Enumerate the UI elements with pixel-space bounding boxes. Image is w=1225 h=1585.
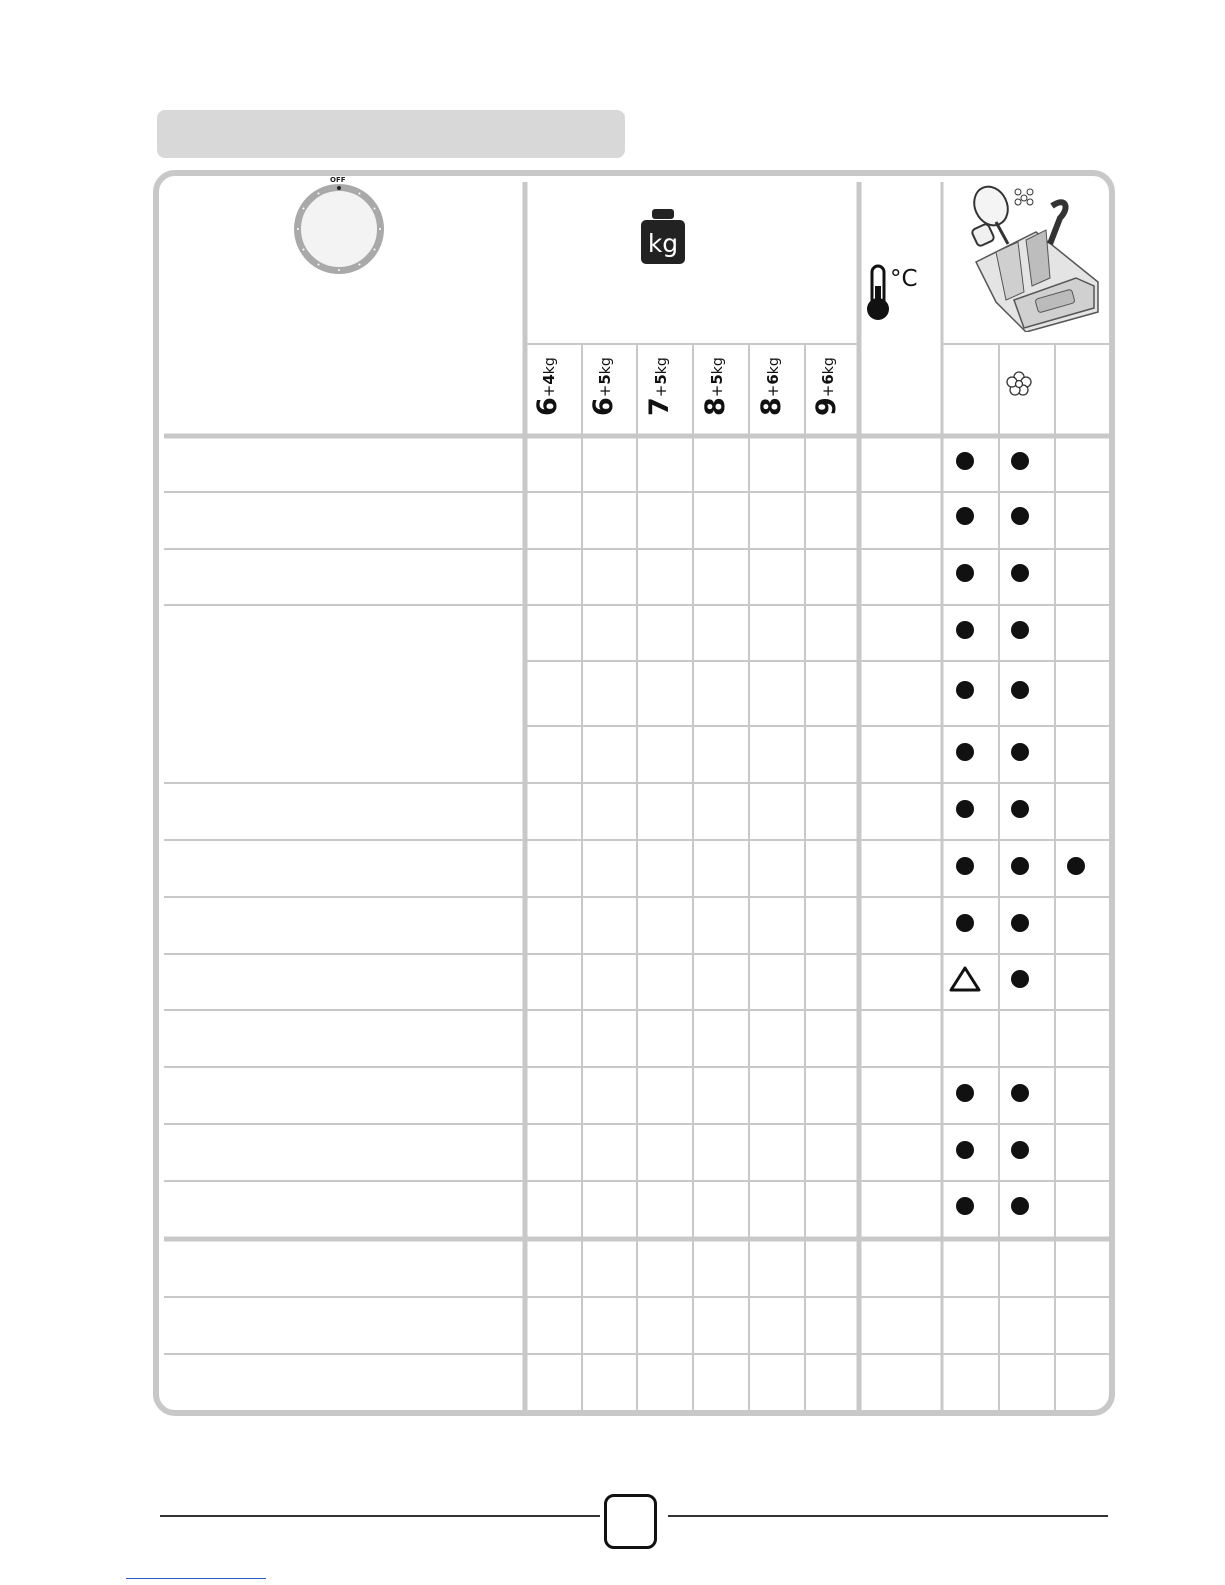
load-unit: kg (766, 357, 782, 375)
load-main-kg: 6 (532, 397, 563, 416)
compartment-dot-icon (1011, 914, 1029, 932)
load-extra-kg: 6 (764, 374, 782, 385)
footer-link-underline (126, 1578, 266, 1579)
load-plus: + (708, 384, 726, 398)
load-main-kg: 7 (644, 397, 675, 416)
compartment-dot-icon (956, 681, 974, 699)
compartment-dot-icon (956, 621, 974, 639)
compartment-dot-icon (1011, 621, 1029, 639)
compartment-dot-icon (956, 800, 974, 818)
load-plus: + (819, 384, 837, 398)
load-main-kg: 8 (756, 397, 787, 416)
page-number-box (604, 1494, 657, 1549)
compartment-dot-icon (1011, 1141, 1029, 1159)
section-title-bar (157, 110, 625, 158)
load-unit: kg (654, 357, 670, 375)
load-extra-kg: 5 (652, 374, 670, 385)
compartment-dot-icon (1011, 452, 1029, 470)
load-extra-kg: 5 (596, 374, 614, 385)
programme-table (153, 170, 1115, 1416)
compartment-dot-icon (956, 1197, 974, 1215)
compartment-dot-icon (1011, 800, 1029, 818)
load-plus: + (764, 384, 782, 398)
temp-symbol: °C (890, 266, 918, 292)
load-capacity-label (532, 336, 562, 416)
programme-dial-icon (294, 184, 384, 274)
compartment-dot-icon (1011, 564, 1029, 582)
load-plus: + (596, 384, 614, 398)
compartment-dot-icon (1011, 507, 1029, 525)
table-grid (159, 176, 1115, 1416)
compartment-dot-icon (956, 564, 974, 582)
compartment-dot-icon (956, 743, 974, 761)
kg-icon-text: kg (647, 229, 679, 258)
compartment-dot-icon (1067, 857, 1085, 875)
load-capacity-label (811, 336, 841, 416)
compartment-dot-icon (956, 1084, 974, 1102)
detergent-drawer-icon (966, 182, 1102, 332)
load-capacity-label (644, 336, 674, 416)
load-plus: + (540, 384, 558, 398)
load-extra-kg: 5 (708, 374, 726, 385)
compartment-dot-icon (1011, 970, 1029, 988)
load-capacity-label (756, 336, 786, 416)
load-unit: kg (542, 357, 558, 375)
load-plus: + (652, 384, 670, 398)
load-extra-kg: 6 (819, 374, 837, 385)
compartment-dot-icon (956, 1141, 974, 1159)
compartment-triangle-icon (948, 965, 982, 993)
compartment-dot-icon (1011, 1197, 1029, 1215)
load-main-kg: 9 (811, 397, 842, 416)
compartment-dot-icon (956, 452, 974, 470)
load-unit: kg (598, 357, 614, 375)
compartment-dot-icon (956, 507, 974, 525)
footer-rule-right (668, 1515, 1108, 1517)
compartment-dot-icon (1011, 857, 1029, 875)
dial-ticks (294, 184, 384, 274)
load-main-kg: 6 (588, 397, 619, 416)
load-main-kg: 8 (700, 397, 731, 416)
compartment-dot-icon (1011, 681, 1029, 699)
load-extra-kg: 4 (540, 374, 558, 385)
load-capacity-label (700, 336, 730, 416)
dial-off-label: OFF (330, 176, 346, 184)
load-capacity-label (588, 336, 618, 416)
flower-icon (1006, 371, 1032, 397)
compartment-dot-icon (1011, 1084, 1029, 1102)
compartment-dot-icon (1011, 743, 1029, 761)
thermometer-icon (864, 262, 928, 324)
compartment-dot-icon (956, 857, 974, 875)
compartment-dot-icon (956, 914, 974, 932)
kg-weight-icon (640, 208, 686, 266)
load-unit: kg (821, 357, 837, 375)
footer-rule-left (160, 1515, 600, 1517)
load-unit: kg (710, 357, 726, 375)
